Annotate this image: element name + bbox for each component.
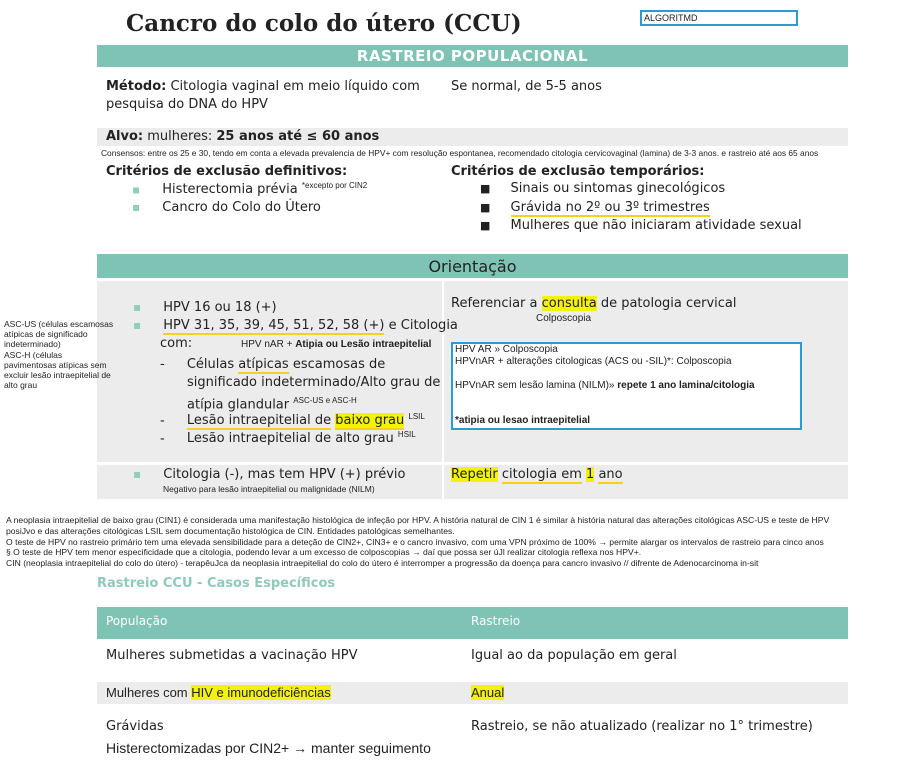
- dash-icon: -: [160, 357, 165, 372]
- casos-row1-c2: Igual ao da população em geral: [471, 648, 677, 663]
- casos-title: Rastreio CCU - Casos Específicos: [97, 576, 336, 591]
- page-title: Cancro do colo do útero (CCU): [126, 10, 522, 37]
- orient-lesao-alto: - Lesão intraepitelial de alto grau $^{HSIL}$: [160, 430, 416, 447]
- alvo-text: mulheres:: [147, 129, 213, 144]
- casos-row3-c1: Grávidas: [106, 719, 164, 734]
- exclusao-temp-item2: ■ Grávida no 2º ou 3º trimestres: [480, 200, 710, 215]
- casos-row2-c1: Mulheres com HIV e imunodeficiências: [106, 685, 331, 700]
- bullet-icon: ■: [480, 182, 491, 195]
- casos-footer: Histerectomizadas por CIN2+ → manter seguimento: [106, 740, 431, 756]
- exclusao-def-item2: ▪ Cancro do Colo do Útero: [132, 200, 321, 215]
- bullet-icon: ▪: [133, 300, 142, 314]
- alvo-label: Alvo:: [106, 129, 144, 144]
- dash-icon: -: [160, 413, 165, 429]
- casos-row2-c2: Anual: [471, 685, 505, 700]
- orient-com: com:: [160, 336, 193, 351]
- bullet-icon: ▪: [133, 318, 142, 332]
- note-2: posiJvo e das alterações citológicas LSIL sem documentação histológica de CIN. Entidades patológicas semelhantes.: [6, 525, 455, 536]
- orient-referenciar: Referenciar a consulta de patologia cervical: [451, 296, 737, 311]
- exclusao-def-item1: ▪ Histerectomia prévia $^{*excepto por CIN2}$: [132, 181, 368, 198]
- exclusao-definitivos: [106, 164, 347, 179]
- note-3: O teste de HPV no rastreio primário tem uma elevada sensibilidade para a deteção de CIN2+, CIN3+ e o cancro invasivo, com uma VPN próximo de 100% → permite alargar os intervalos de rastreio para cinco anos: [6, 536, 824, 547]
- metodo-label: Método:: [106, 79, 167, 94]
- alvo-line: [106, 129, 379, 144]
- casos-col1-header: População: [106, 614, 168, 628]
- exclusao-temp-title: Critérios de exclusão temporários:: [451, 164, 705, 179]
- notes-block: [6, 515, 896, 569]
- orient-celulas: - Células atípicas escamosas de significado indeterminado/Alto grau de atípia glandular $^{ASC-US e ASC-H}$: [160, 357, 441, 413]
- orient-hpv31: ▪ HPV 31, 35, 39, 45, 51, 52, 58 (+) e Citologia: [133, 318, 458, 333]
- citologia-row-note: Negativo para lesão intraepitelial ou malignidade (NILM): [163, 484, 375, 494]
- algoritmo-tag: ALGORITMD: [640, 10, 798, 26]
- alvo-range: 25 anos até ≤ 60 anos: [216, 129, 380, 144]
- side-note: ASC-US (células escamosas atípicas de significado indeterminado) ASC-H (células pavimentosas atípicas sem excluir lesão intraepitelial de alto grau: [4, 319, 114, 391]
- casos-col2-header: Rastreio: [471, 614, 521, 628]
- bullet-icon: ▪: [133, 467, 142, 481]
- bullet-icon: ■: [480, 219, 491, 232]
- citologia-row-divider: [442, 465, 444, 499]
- casos-row3-c2: Rastreio, se não atualizado (realizar no 1° trimestre): [471, 719, 813, 734]
- orient-lesao-baixo: - Lesão intraepitelial de baixo grau $^{LSIL}$: [160, 412, 425, 429]
- citologia-row-text: ▪ Citologia (-), mas tem HPV (+) prévio: [133, 467, 406, 482]
- metodo-interval: Se normal, de 5-5 anos: [451, 79, 602, 94]
- exclusao-def-title: Critérios de exclusão definitivos:: [106, 164, 348, 179]
- orientacao-header-label: Orientação: [428, 257, 517, 276]
- metodo-line1: Citologia vaginal em meio líquido com: [170, 79, 420, 94]
- bullet-icon: ■: [480, 201, 491, 214]
- orient-colposcopia: Colposcopia: [536, 313, 592, 324]
- consensos-note: Consensos: entre os 25 e 30, tendo em conta a elevada prevalencia de HPV+ com resolução espontanea, recomendado citologia cervicovaginal (lamina) de 3-3 anos. e rastreio até aos 65 anos: [101, 148, 819, 158]
- section-header-label: RASTREIO POPULACIONAL: [356, 47, 589, 65]
- metodo-block: [106, 78, 420, 114]
- bullet-icon: ▪: [132, 182, 141, 197]
- citologia-row-repetir: Repetir citologia em 1 ano: [451, 467, 623, 482]
- note-5: CIN (neoplasia intraepitelial do colo do útero) - terapêuJca da neoplasia intraepitelial do colo do útero é interromper a progressão da doença para cancro invasivo // difrente de Adenocarcinoma in-sit: [6, 558, 759, 569]
- orient-info-box: HPV AR » Colposcopia HPVnAR + alterações citologicas (ACS ou -SIL)*: Colposcopia HPVnAR sem lesão lamina (NILM)» repete 1 ano lamina/citologia *atipia ou lesao intraepitelial: [451, 342, 802, 430]
- orient-hpvnar: HPV nAR + Atipia ou Lesão intraepitelial: [241, 339, 432, 350]
- bullet-icon: ▪: [132, 200, 141, 214]
- note-4: § O teste de HPV tem menor especificidade que a citologia, podendo levar a um excesso de colposcopias → daí que possa ser úJl realizar citologia reflexa nos HPV+.: [6, 547, 642, 558]
- dash-icon: -: [160, 431, 165, 447]
- casos-row1-c1: Mulheres submetidas a vacinação HPV: [106, 648, 358, 663]
- metodo-line2: pesquisa do DNA do HPV: [106, 97, 268, 112]
- exclusao-def-item1-note: *excepto por CIN2: [301, 181, 368, 190]
- exclusao-temp-item1: ■ Sinais ou sintomas ginecológicos: [480, 181, 726, 196]
- note-1: A neoplasia intraepitelial de baixo grau (CIN1) é considerada uma manifestação histológica de infeção por HPV. A história natural de CIN 1 é similar à história natural das alterações citológicas ASC-US e teste de HPV: [6, 515, 830, 525]
- orient-hpv16: ▪ HPV 16 ou 18 (+): [133, 300, 277, 315]
- exclusao-temp-item3: ■ Mulheres que não iniciaram atividade sexual: [480, 218, 802, 233]
